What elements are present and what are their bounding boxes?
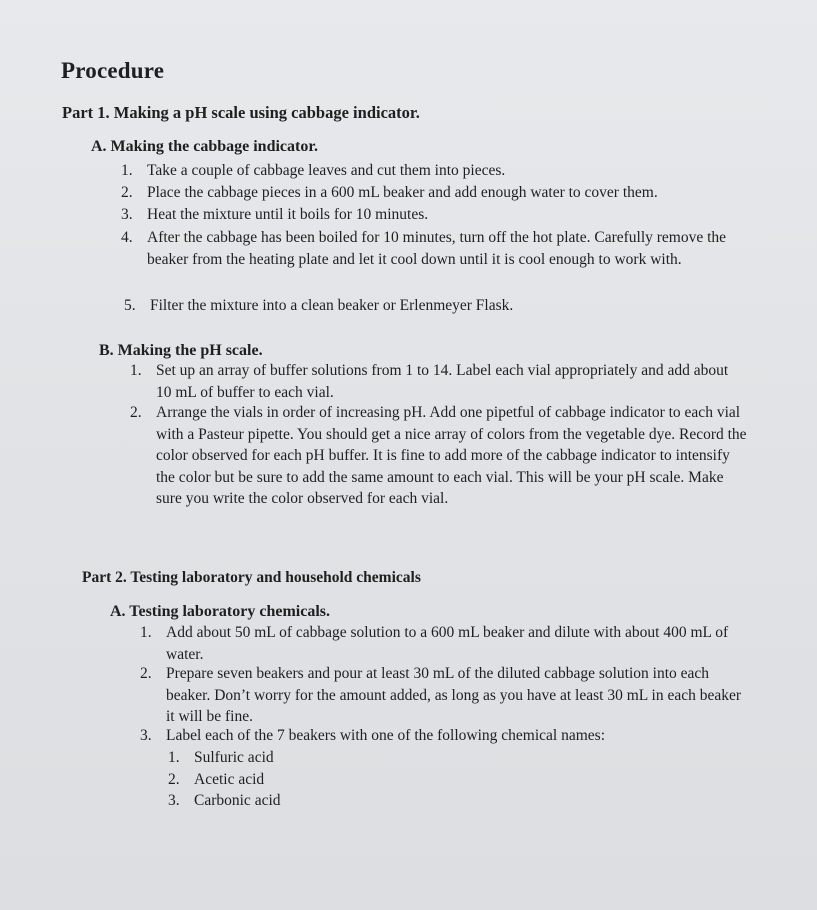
step-text: Set up an array of buffer solutions from 1 to 14. Label each vial appropriately and add about 10 mL of buffer to each vial.	[156, 362, 729, 401]
part-2-a-step-3	[140, 725, 760, 747]
step-text: Prepare seven beakers and pour at least 30 mL of the diluted cabbage solution into each beaker. Don’t worry for the amount added, as long as you have at least 30 mL in each beaker it will be fine.	[166, 665, 742, 725]
step-number: 1.	[130, 362, 142, 379]
step-number: 2.	[140, 665, 152, 682]
step-number: 1.	[121, 162, 133, 179]
step-text: Place the cabbage pieces in a 600 mL beaker and add enough water to cover them.	[147, 184, 658, 201]
part-1-b-step-1	[130, 360, 730, 403]
part-2-section-a-title: A. Testing laboratory chemicals.	[110, 603, 330, 620]
part-2-a-step-1	[140, 622, 740, 665]
part-1-b-step-2	[130, 402, 750, 510]
chemical-name: Sulfuric acid	[194, 749, 274, 766]
item-number: 2.	[168, 771, 180, 788]
step-number: 3.	[140, 727, 152, 744]
step-number: 1.	[140, 624, 152, 641]
part-2-title: Part 2. Testing laboratory and household chemicals	[82, 569, 421, 586]
step-text: Add about 50 mL of cabbage solution to a 600 mL beaker and dilute with about 400 mL of water.	[166, 624, 729, 663]
step-number: 2.	[121, 184, 133, 201]
part-1-a-step-2	[121, 182, 761, 204]
part-1-a-step-1	[121, 160, 741, 182]
chemical-name: Carbonic acid	[194, 792, 281, 809]
procedure-heading: Procedure	[61, 58, 165, 83]
step-text: Filter the mixture into a clean beaker or Erlenmeyer Flask.	[150, 297, 514, 314]
part-1-a-step-4	[121, 227, 746, 270]
part-2-a-step-2	[140, 663, 750, 728]
item-number: 1.	[168, 749, 180, 766]
part-1-section-a-title: A. Making the cabbage indicator.	[91, 138, 318, 155]
chemical-list-item-3	[168, 790, 468, 812]
chemical-list-item-1	[168, 747, 468, 769]
step-text: Label each of the 7 beakers with one of the following chemical names:	[166, 727, 606, 744]
step-number: 2.	[130, 404, 142, 421]
step-number: 4.	[121, 229, 133, 246]
chemical-name: Acetic acid	[194, 771, 265, 788]
step-text: Arrange the vials in order of increasing pH. Add one pipetful of cabbage indicator to each vial with a Pasteur pipette. You should get a nice array of colors from the vegetable dye. Record the color observed for each pH buffer. It is fine to add more of the cabbage indicator to intensify the color but be sure to add the same amount to each vial. This will be your pH scale. Make sure you write the color observed for each vial.	[156, 404, 747, 507]
chemical-list-item-2	[168, 769, 468, 791]
part-1-a-step-5	[124, 295, 744, 317]
step-text: After the cabbage has been boiled for 10 minutes, turn off the hot plate. Carefully remove the beaker from the heating plate and let it cool down until it is cool enough to work with.	[147, 229, 727, 268]
part-1-title: Part 1. Making a pH scale using cabbage indicator.	[62, 103, 420, 122]
part-1-section-b-title: B. Making the pH scale.	[99, 342, 263, 359]
item-number: 3.	[168, 792, 180, 809]
step-number: 3.	[121, 206, 133, 223]
part-1-a-step-3	[121, 204, 741, 226]
step-number: 5.	[124, 297, 136, 314]
step-text: Heat the mixture until it boils for 10 minutes.	[147, 206, 429, 223]
step-text: Take a couple of cabbage leaves and cut them into pieces.	[147, 162, 506, 179]
